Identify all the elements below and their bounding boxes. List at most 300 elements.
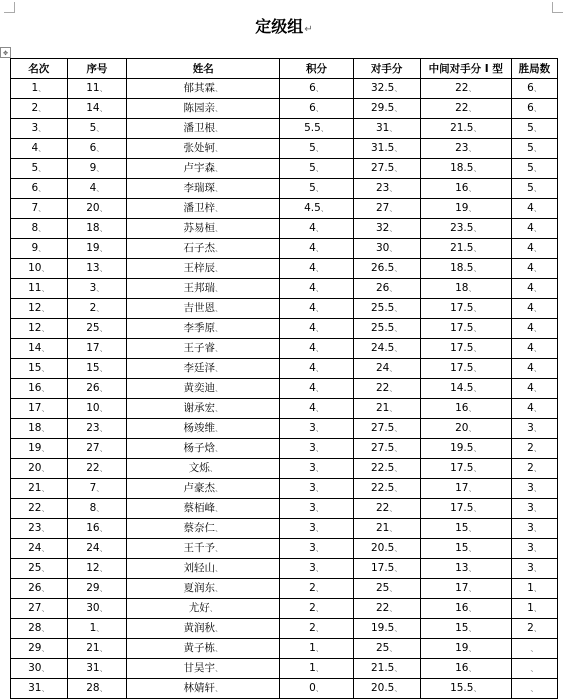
cell-text: 16 bbox=[455, 402, 469, 414]
cell-wins bbox=[511, 599, 557, 619]
cell-text: 尤好 bbox=[188, 602, 210, 614]
cell-name bbox=[127, 339, 280, 359]
cell-text: 1 bbox=[309, 662, 316, 674]
cell-points bbox=[280, 79, 353, 99]
cell-median-buchholz bbox=[420, 519, 511, 539]
cell-end-mark-icon: 、 bbox=[38, 184, 47, 193]
cell-points bbox=[280, 619, 353, 639]
cell-end-mark-icon: 、 bbox=[41, 304, 50, 313]
cell-end-mark-icon: 、 bbox=[99, 664, 108, 673]
cell-end-mark-icon: 、 bbox=[468, 104, 477, 113]
cell-text: 4 bbox=[527, 202, 534, 214]
cell-seed bbox=[67, 99, 127, 119]
cell-text: 文烁 bbox=[188, 462, 210, 474]
cell-text: 22.5 bbox=[370, 482, 395, 494]
cell-text: 30 bbox=[28, 662, 42, 674]
cell-end-mark-icon: 、 bbox=[99, 104, 108, 113]
cell-opponent-score bbox=[353, 299, 420, 319]
cell-end-mark-icon: 、 bbox=[389, 224, 398, 233]
cell-seed bbox=[67, 659, 127, 679]
cell-text: 5.5 bbox=[304, 122, 321, 134]
ranking-table bbox=[10, 58, 558, 699]
cell-end-mark-icon: 、 bbox=[41, 344, 50, 353]
cell-end-mark-icon: 、 bbox=[394, 144, 403, 153]
cell-name bbox=[127, 159, 280, 179]
cell-rank bbox=[11, 179, 68, 199]
table-row bbox=[11, 379, 558, 399]
cell-rank bbox=[11, 599, 68, 619]
cell-points bbox=[280, 539, 353, 559]
cell-median-buchholz bbox=[420, 139, 511, 159]
cell-median-buchholz bbox=[420, 99, 511, 119]
cell-end-mark-icon: 、 bbox=[99, 604, 108, 613]
cell-wins bbox=[511, 359, 557, 379]
cell-end-mark-icon: 、 bbox=[315, 644, 324, 653]
table-row bbox=[11, 119, 558, 139]
table-row bbox=[11, 679, 558, 699]
cell-median-buchholz bbox=[420, 419, 511, 439]
cell-end-mark-icon: 、 bbox=[215, 324, 224, 333]
cell-text: 甘昊宇 bbox=[183, 662, 216, 674]
cell-median-buchholz bbox=[420, 499, 511, 519]
cell-wins bbox=[511, 299, 557, 319]
cell-end-mark-icon: 、 bbox=[468, 484, 477, 493]
cell-text: 17 bbox=[28, 402, 42, 414]
table-row bbox=[11, 299, 558, 319]
column-header-opponent-score: 对手分 bbox=[353, 59, 420, 79]
header-row bbox=[11, 59, 558, 79]
cell-text: 林婧轩 bbox=[183, 682, 216, 694]
cell-points bbox=[280, 359, 353, 379]
cell-opponent-score bbox=[353, 579, 420, 599]
cell-text: 28 bbox=[86, 682, 100, 694]
cell-end-mark-icon: 、 bbox=[468, 184, 477, 193]
cell-name bbox=[127, 299, 280, 319]
cell-points bbox=[280, 679, 353, 699]
cell-opponent-score bbox=[353, 379, 420, 399]
cell-text: 4 bbox=[309, 362, 316, 374]
cell-points bbox=[280, 99, 353, 119]
cell-text: 17.5 bbox=[370, 562, 395, 574]
cell-end-mark-icon: 、 bbox=[315, 684, 324, 693]
cell-end-mark-icon: 、 bbox=[533, 484, 542, 493]
cell-text: 16 bbox=[28, 382, 42, 394]
cell-end-mark-icon: 、 bbox=[41, 644, 50, 653]
cell-text: 杨竣维 bbox=[183, 422, 216, 434]
table-row bbox=[11, 339, 558, 359]
cell-seed bbox=[67, 679, 127, 699]
cell-end-mark-icon: 、 bbox=[41, 504, 50, 513]
cell-end-mark-icon: 、 bbox=[38, 224, 47, 233]
cell-text: 17 bbox=[455, 582, 469, 594]
cell-text: 4 bbox=[527, 362, 534, 374]
cell-median-buchholz bbox=[420, 459, 511, 479]
cell-name bbox=[127, 319, 280, 339]
cell-opponent-score bbox=[353, 139, 420, 159]
cell-text: 30 bbox=[86, 602, 100, 614]
cell-text: 2 bbox=[89, 302, 97, 314]
cell-end-mark-icon: 、 bbox=[315, 184, 324, 193]
table-row bbox=[11, 99, 558, 119]
cell-end-mark-icon: 、 bbox=[315, 324, 324, 333]
cell-rank bbox=[11, 419, 68, 439]
cell-text: 4 bbox=[527, 242, 534, 254]
cell-end-mark-icon: 、 bbox=[96, 124, 105, 133]
cell-end-mark-icon: 、 bbox=[315, 624, 324, 633]
cell-end-mark-icon: 、 bbox=[468, 584, 477, 593]
cell-wins bbox=[511, 339, 557, 359]
cell-rank bbox=[11, 199, 68, 219]
cell-rank bbox=[11, 339, 68, 359]
cell-wins bbox=[511, 79, 557, 99]
cell-text: 25.5 bbox=[370, 302, 395, 314]
cell-text: 21 bbox=[375, 402, 390, 414]
cell-text: 27.5 bbox=[370, 442, 395, 454]
cell-end-mark-icon: 、 bbox=[41, 624, 50, 633]
cell-text: 30 bbox=[375, 242, 390, 254]
cell-text: 18 bbox=[455, 282, 469, 294]
cell-text: 李廷泽 bbox=[183, 362, 216, 374]
page-corner-mark-right bbox=[552, 2, 563, 13]
cell-text: 4.5 bbox=[304, 202, 321, 214]
cell-end-mark-icon: 、 bbox=[533, 224, 542, 233]
cell-opponent-score bbox=[353, 239, 420, 259]
cell-text: 3 bbox=[309, 542, 316, 554]
cell-end-mark-icon: 、 bbox=[99, 324, 108, 333]
cell-end-mark-icon: 、 bbox=[533, 344, 542, 353]
cell-text: 5 bbox=[527, 182, 534, 194]
cell-text: 21.5 bbox=[370, 662, 395, 674]
table-row bbox=[11, 619, 558, 639]
cell-seed bbox=[67, 399, 127, 419]
cell-text: 5 bbox=[527, 122, 534, 134]
cell-wins bbox=[511, 379, 557, 399]
cell-end-mark-icon: 、 bbox=[215, 624, 224, 633]
cell-text: 4 bbox=[89, 182, 97, 194]
cell-text: 17 bbox=[86, 342, 100, 354]
cell-median-buchholz bbox=[420, 439, 511, 459]
cell-end-mark-icon: 、 bbox=[215, 524, 224, 533]
table-row bbox=[11, 479, 558, 499]
table-row bbox=[11, 359, 558, 379]
cell-end-mark-icon: 、 bbox=[394, 564, 403, 573]
column-header-seed: 序号 bbox=[67, 59, 127, 79]
table-row bbox=[11, 79, 558, 99]
cell-opponent-score bbox=[353, 439, 420, 459]
cell-seed bbox=[67, 159, 127, 179]
cell-text: 25.5 bbox=[370, 322, 395, 334]
cell-end-mark-icon: 、 bbox=[315, 104, 324, 113]
cell-text: 2 bbox=[309, 622, 316, 634]
table-row bbox=[11, 419, 558, 439]
cell-wins bbox=[511, 499, 557, 519]
table-row bbox=[11, 399, 558, 419]
cell-text: 吉世恩 bbox=[183, 302, 216, 314]
table-row bbox=[11, 499, 558, 519]
cell-text: 3 bbox=[527, 422, 534, 434]
cell-end-mark-icon: 、 bbox=[315, 464, 324, 473]
cell-wins bbox=[511, 619, 557, 639]
cell-points bbox=[280, 579, 353, 599]
cell-text: 15.5 bbox=[450, 682, 474, 694]
cell-end-mark-icon: 、 bbox=[215, 344, 224, 353]
cell-end-mark-icon: 、 bbox=[389, 244, 398, 253]
cell-name bbox=[127, 199, 280, 219]
cell-median-buchholz bbox=[420, 319, 511, 339]
cell-opponent-score bbox=[353, 79, 420, 99]
cell-text: 15 bbox=[455, 542, 469, 554]
table-row bbox=[11, 539, 558, 559]
cell-text: 王邦瑞 bbox=[183, 282, 216, 294]
table-body bbox=[11, 79, 558, 699]
cell-end-mark-icon: 、 bbox=[530, 664, 539, 673]
cell-end-mark-icon: 、 bbox=[473, 384, 482, 393]
cell-end-mark-icon: 、 bbox=[473, 164, 482, 173]
cell-text: 20.5 bbox=[370, 682, 395, 694]
cell-end-mark-icon: 、 bbox=[209, 464, 218, 473]
cell-median-buchholz bbox=[420, 599, 511, 619]
cell-end-mark-icon: 、 bbox=[468, 404, 477, 413]
cell-end-mark-icon: 、 bbox=[468, 284, 477, 293]
cell-name bbox=[127, 659, 280, 679]
cell-text: 24 bbox=[28, 542, 42, 554]
cell-end-mark-icon: 、 bbox=[315, 404, 324, 413]
cell-opponent-score bbox=[353, 119, 420, 139]
cell-text: 27.5 bbox=[370, 162, 395, 174]
cell-points bbox=[280, 239, 353, 259]
table-row bbox=[11, 599, 558, 619]
cell-points bbox=[280, 279, 353, 299]
cell-text: 陈园亲 bbox=[183, 102, 216, 114]
cell-name bbox=[127, 179, 280, 199]
cell-opponent-score bbox=[353, 99, 420, 119]
cell-text: 16 bbox=[86, 522, 100, 534]
table-row bbox=[11, 279, 558, 299]
cell-text: 4 bbox=[309, 342, 316, 354]
cell-text: 4 bbox=[527, 282, 534, 294]
cell-text: 19 bbox=[455, 202, 469, 214]
cell-end-mark-icon: 、 bbox=[315, 524, 324, 533]
cell-opponent-score bbox=[353, 419, 420, 439]
cell-seed bbox=[67, 279, 127, 299]
table-header bbox=[11, 59, 558, 79]
cell-end-mark-icon: 、 bbox=[533, 564, 542, 573]
cell-end-mark-icon: 、 bbox=[394, 464, 403, 473]
cell-wins bbox=[511, 459, 557, 479]
cell-text: 0 bbox=[309, 682, 316, 694]
cell-median-buchholz bbox=[420, 619, 511, 639]
cell-wins bbox=[511, 199, 557, 219]
cell-end-mark-icon: 、 bbox=[533, 464, 542, 473]
cell-text: 2 bbox=[31, 102, 39, 114]
cell-opponent-score bbox=[353, 279, 420, 299]
cell-text: 夏润东 bbox=[183, 582, 216, 594]
cell-name bbox=[127, 279, 280, 299]
cell-end-mark-icon: 、 bbox=[315, 304, 324, 313]
cell-points bbox=[280, 439, 353, 459]
cell-end-mark-icon: 、 bbox=[215, 164, 224, 173]
cell-name bbox=[127, 439, 280, 459]
cell-median-buchholz bbox=[420, 279, 511, 299]
cell-text: 5 bbox=[309, 142, 316, 154]
cell-text: 6 bbox=[527, 82, 534, 94]
cell-end-mark-icon: 、 bbox=[315, 604, 324, 613]
cell-end-mark-icon: 、 bbox=[315, 284, 324, 293]
cell-end-mark-icon: 、 bbox=[215, 444, 224, 453]
cell-text: 26.5 bbox=[370, 262, 395, 274]
cell-text: 2 bbox=[527, 462, 534, 474]
table-move-handle-icon[interactable]: ✥ bbox=[0, 47, 11, 58]
cell-end-mark-icon: 、 bbox=[215, 104, 224, 113]
cell-end-mark-icon: 、 bbox=[530, 684, 539, 693]
cell-end-mark-icon: 、 bbox=[38, 104, 47, 113]
cell-text: 5 bbox=[309, 182, 316, 194]
cell-text: 10 bbox=[86, 402, 100, 414]
cell-end-mark-icon: 、 bbox=[99, 684, 108, 693]
cell-text: 4 bbox=[527, 342, 534, 354]
cell-wins bbox=[511, 419, 557, 439]
cell-seed bbox=[67, 179, 127, 199]
cell-seed bbox=[67, 619, 127, 639]
cell-text: 3 bbox=[527, 522, 534, 534]
cell-end-mark-icon: 、 bbox=[96, 504, 105, 513]
cell-text: 21.5 bbox=[450, 242, 474, 254]
cell-end-mark-icon: 、 bbox=[215, 584, 224, 593]
cell-end-mark-icon: 、 bbox=[533, 404, 542, 413]
cell-text: 4 bbox=[527, 382, 534, 394]
cell-name bbox=[127, 379, 280, 399]
cell-rank bbox=[11, 119, 68, 139]
cell-text: 27.5 bbox=[370, 422, 395, 434]
cell-end-mark-icon: 、 bbox=[473, 364, 482, 373]
cell-seed bbox=[67, 559, 127, 579]
cell-text: 卢宇森 bbox=[183, 162, 216, 174]
table-row bbox=[11, 239, 558, 259]
cell-end-mark-icon: 、 bbox=[99, 344, 108, 353]
cell-text: 22 bbox=[455, 82, 469, 94]
cell-median-buchholz bbox=[420, 259, 511, 279]
cell-end-mark-icon: 、 bbox=[215, 144, 224, 153]
cell-end-mark-icon: 、 bbox=[468, 424, 477, 433]
column-header-rank: 名次 bbox=[11, 59, 68, 79]
cell-end-mark-icon: 、 bbox=[41, 544, 50, 553]
table-row bbox=[11, 639, 558, 659]
cell-rank bbox=[11, 259, 68, 279]
cell-end-mark-icon: 、 bbox=[99, 464, 108, 473]
cell-name bbox=[127, 599, 280, 619]
cell-end-mark-icon: 、 bbox=[99, 564, 108, 573]
cell-text: 18.5 bbox=[450, 262, 474, 274]
cell-text: 4 bbox=[527, 322, 534, 334]
paragraph-mark-icon: ↵ bbox=[304, 24, 313, 35]
cell-text: 黄润秋 bbox=[183, 622, 216, 634]
cell-rank bbox=[11, 359, 68, 379]
cell-text: 3 bbox=[527, 542, 534, 554]
cell-seed bbox=[67, 359, 127, 379]
cell-text: 24 bbox=[86, 542, 100, 554]
cell-wins bbox=[511, 579, 557, 599]
cell-wins bbox=[511, 519, 557, 539]
cell-opponent-score bbox=[353, 559, 420, 579]
cell-end-mark-icon: 、 bbox=[215, 224, 224, 233]
cell-text: 20.5 bbox=[370, 542, 395, 554]
cell-end-mark-icon: 、 bbox=[315, 584, 324, 593]
cell-seed bbox=[67, 339, 127, 359]
cell-text: 32 bbox=[375, 222, 390, 234]
cell-text: 11 bbox=[86, 82, 100, 94]
cell-seed bbox=[67, 459, 127, 479]
cell-text: 7 bbox=[31, 202, 39, 214]
cell-end-mark-icon: 、 bbox=[215, 684, 224, 693]
cell-seed bbox=[67, 419, 127, 439]
cell-seed bbox=[67, 139, 127, 159]
cell-end-mark-icon: 、 bbox=[38, 84, 47, 93]
cell-name bbox=[127, 459, 280, 479]
cell-points bbox=[280, 639, 353, 659]
cell-rank bbox=[11, 79, 68, 99]
cell-end-mark-icon: 、 bbox=[389, 384, 398, 393]
cell-end-mark-icon: 、 bbox=[315, 664, 324, 673]
cell-end-mark-icon: 、 bbox=[533, 544, 542, 553]
cell-seed bbox=[67, 199, 127, 219]
cell-end-mark-icon: 、 bbox=[99, 404, 108, 413]
cell-end-mark-icon: 、 bbox=[215, 204, 224, 213]
cell-end-mark-icon: 、 bbox=[533, 424, 542, 433]
cell-wins bbox=[511, 279, 557, 299]
cell-end-mark-icon: 、 bbox=[315, 484, 324, 493]
cell-end-mark-icon: 、 bbox=[468, 524, 477, 533]
cell-opponent-score bbox=[353, 479, 420, 499]
table-row bbox=[11, 519, 558, 539]
cell-rank bbox=[11, 439, 68, 459]
cell-end-mark-icon: 、 bbox=[41, 684, 50, 693]
column-header-name: 姓名 bbox=[127, 59, 280, 79]
cell-text: 17.5 bbox=[450, 502, 474, 514]
cell-text: 3 bbox=[527, 482, 534, 494]
cell-text: 16 bbox=[455, 662, 469, 674]
cell-text: 王梓辰 bbox=[183, 262, 216, 274]
cell-text: 1 bbox=[89, 622, 97, 634]
cell-name bbox=[127, 419, 280, 439]
cell-end-mark-icon: 、 bbox=[394, 264, 403, 273]
cell-median-buchholz bbox=[420, 159, 511, 179]
cell-text: 14 bbox=[86, 102, 100, 114]
cell-text: 3 bbox=[309, 562, 316, 574]
cell-median-buchholz bbox=[420, 219, 511, 239]
cell-text: 15 bbox=[455, 622, 469, 634]
cell-text: 25 bbox=[28, 562, 42, 574]
cell-text: 12 bbox=[28, 322, 42, 334]
cell-text: 22 bbox=[86, 462, 100, 474]
cell-text: 石子杰 bbox=[183, 242, 216, 254]
cell-end-mark-icon: 、 bbox=[96, 284, 105, 293]
cell-end-mark-icon: 、 bbox=[389, 584, 398, 593]
cell-rank bbox=[11, 499, 68, 519]
cell-opponent-score bbox=[353, 499, 420, 519]
cell-median-buchholz bbox=[420, 579, 511, 599]
cell-text: 18 bbox=[28, 422, 42, 434]
cell-name bbox=[127, 259, 280, 279]
cell-opponent-score bbox=[353, 599, 420, 619]
cell-opponent-score bbox=[353, 259, 420, 279]
cell-text: 6 bbox=[309, 102, 316, 114]
cell-text: 3 bbox=[527, 562, 534, 574]
cell-end-mark-icon: 、 bbox=[533, 184, 542, 193]
cell-rank bbox=[11, 219, 68, 239]
cell-text: 22 bbox=[375, 602, 390, 614]
cell-text: 5 bbox=[309, 162, 316, 174]
cell-rank bbox=[11, 539, 68, 559]
